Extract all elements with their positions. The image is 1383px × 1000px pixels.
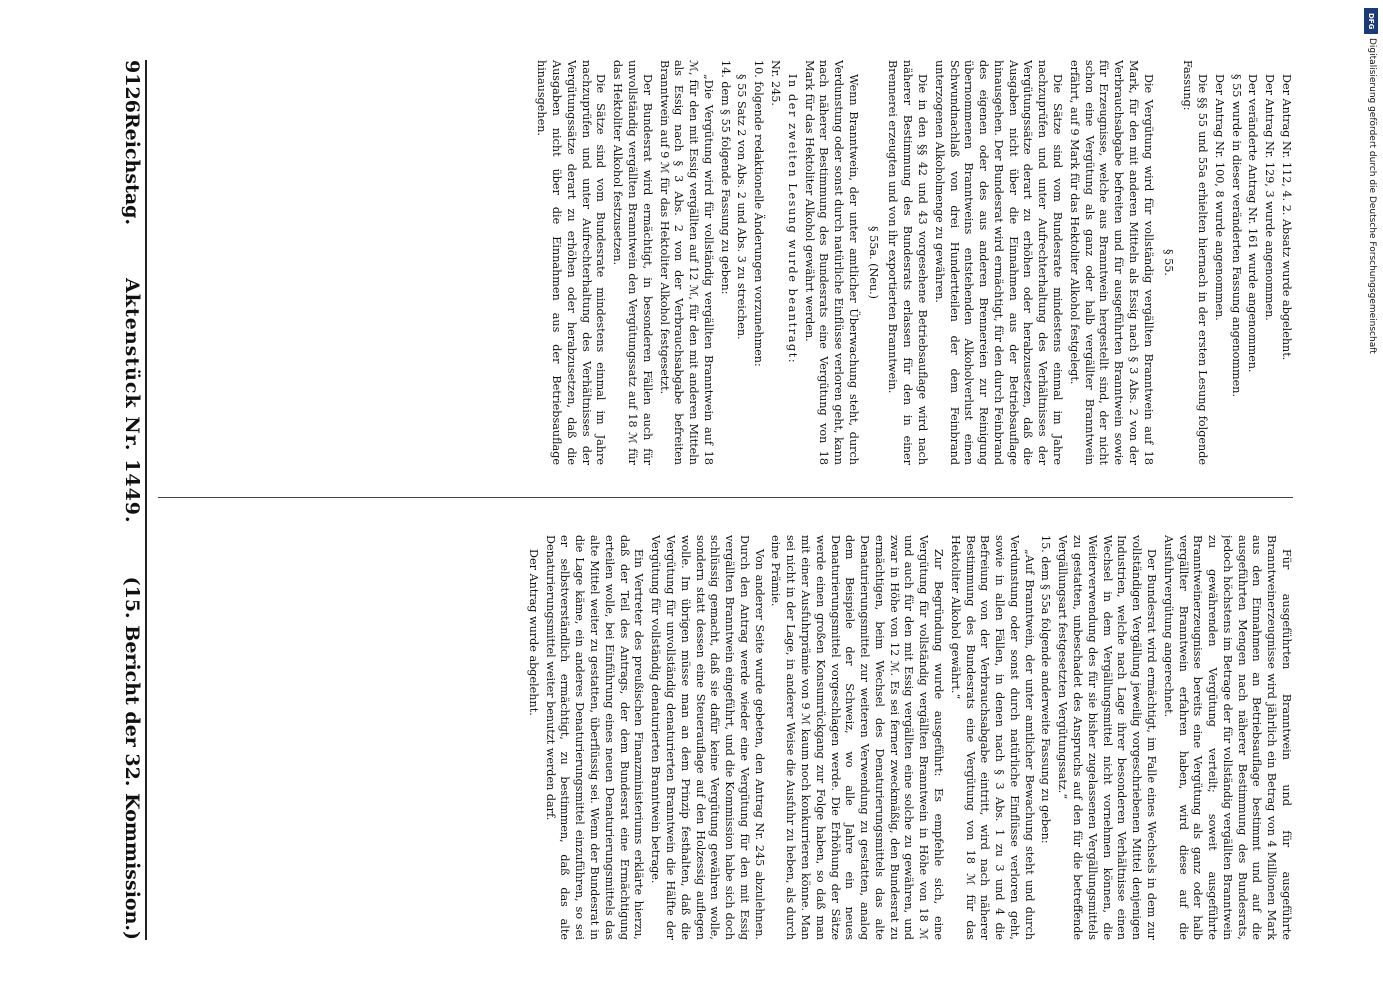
paragraph: 14. dem § 55 folgende Fassung zu geben: bbox=[718, 60, 732, 295]
paragraph: Die Sätze sind vom Bundesrate mindestens einmal im Jahre nachzuprüfen und unter Aufrechterhaltung des Verhältnisses der Vergütungssätze derart zu erhöhen oder herabzusetzen, daß die Ausgaben nicht über die Einnahmen aus der Betriebsauflage hinausgehen. bbox=[535, 60, 608, 465]
paragraph: Ein Vertreter des preußischen Finanzministeriums erklärte hierzu, daß der Teil des Antrags, der dem Bundesrat eine Ermächtigung erteilen wolle, bei Einführung eines neuen Denaturierungsmittels das alte Mittel weiter zu gestatten, überflüssig sei. Wenn der Bundesrat in die Lage käme, ein anderes Denaturierungsmittel einzuführen, so sei er selbstverständlich ermächtigt, zu bestimmen, daß das alte Denaturierungsmittel weiter benutzt werden darf. bbox=[543, 535, 646, 940]
paragraph: § 55a. (Neu.) bbox=[866, 225, 880, 300]
paragraph: § 55 wurde in dieser veränderten Fassung angenommen. bbox=[1229, 74, 1243, 398]
paragraph: In der zweiten Lesung wurde beantragt: bbox=[785, 74, 799, 365]
dfg-notice-text: Digitalisierung gefördert durch die Deutsche Forschungsgemeinschaft bbox=[1367, 38, 1377, 354]
page-number: 9126 bbox=[121, 60, 143, 113]
paragraph: Der Antrag Nr. 129, 3 wurde angenommen. bbox=[1263, 74, 1277, 321]
text-column-right bbox=[158, 60, 1293, 465]
column-divider bbox=[158, 497, 1293, 498]
header-center-title: Aktenstück Nr. 1449. bbox=[121, 278, 143, 524]
text-column-left bbox=[158, 535, 1293, 940]
header-left-title: Reichstag. bbox=[121, 112, 143, 226]
dfg-logo-icon: DFG bbox=[1364, 8, 1378, 34]
paragraph: Wenn Branntwein, der unter amtlicher Überwachung steht, durch Verdunstung oder sonst durch natürliche Einflüsse verloren geht, kann nach näherer Bestimmung des Bundesrats eine Vergütung von 18 Mark für das Hektoliter Alkohol gewährt werden. bbox=[802, 60, 860, 465]
page-header bbox=[107, 60, 143, 940]
paragraph: Der veränderte Antrag Nr. 161 wurde angenommen. bbox=[1246, 74, 1260, 373]
paragraph: Der Antrag Nr. 112, 4. 2. Absatz wurde abgelehnt. bbox=[1280, 74, 1293, 361]
paragraph: „Die Vergütung wird für vollständig vergällten Branntwein auf 18 ℳ, für den mit Essig vergällten auf 12 ℳ, für den mit anderen Mitteln als Essig nach § 3 Abs. 2 von der Verbrauchsabgabe befreiten Branntwein auf 9 ℳ für das Hektoliter Alkohol festgesetzt. bbox=[657, 60, 715, 465]
paragraph: Von anderer Seite wurde gebeten, den Antrag Nr. 245 abzulehnen. Durch den Antrag werde wieder eine Vergütung für den mit Essig vergällten Branntwein eingeführt, und die Kommission habe sich doch schlüssig gemacht, daß sie dafür keine Vergütung gewähren wolle, sondern statt dessen eine Steuerauflage auf den Holzessig auflegen wolle. Im übrigen müsse man an dem Prinzip festhalten, daß die Vergütung für unvollständig denaturierten Branntwein die Hälfte der Vergütung für vollständig denaturierten Branntwein betrage. bbox=[649, 535, 766, 940]
header-rule bbox=[145, 60, 147, 940]
paragraph: Der Antrag wurde abgelehnt. bbox=[526, 549, 540, 716]
paragraph: Der Bundesrat wird ermächtigt, im Falle eines Wechsels in dem zur vollständigen Vergällung jeweilig vorgeschriebenen Mittel denjenigen Industrien, welche nach Lage ihrer besonderen Verhältnisse einen Wechsel in dem Vergällungsmittel nicht vornehmen können, die Weiterverwendung des für sie bisher zugelassenen Vergällungsmittels zu gestatten, unbeschadet des Anspruchs auf den für die betreffende Vergällungsart festgesetzten Vergütungssatz.“ bbox=[1056, 535, 1158, 940]
header-right-title: (15. Bericht der 32. Kommission.) bbox=[121, 576, 143, 940]
paragraph: Die in den §§ 42 und 43 vorgesehene Betriebsauflage wird nach näherer Bestimmung des Bundesrats erlassen für den in einer Brennerei erzeugten und von ihr exportierten Branntwein. bbox=[886, 60, 930, 465]
paragraph: § 55. bbox=[1161, 249, 1175, 276]
paragraph: 15. dem § 55a folgende anderweite Fassung zu geben: bbox=[1039, 535, 1053, 844]
paragraph: Die Sätze sind vom Bundesrate mindestens einmal im Jahre nachzuprüfen und unter Aufrechterhaltung des Verhältnisses der Vergütungssätze derart zu erhöhen oder herabzusetzen, daß die Ausgaben nicht über die Einnahmen aus der Betriebsauflage hinausgehen. Der Bundesrat wird ermächtigt, für den durch Feinbrand des eigenen oder des aus anderen Brennereien zur Reinigung übernommenen Branntweins entstehenden Alkoholverlust einen Schwundnachlaß von drei Hundertteilen der dem Feinbrand unterzogenen Alkoholmenge zu gewähren. bbox=[932, 60, 1065, 465]
paragraph: Der Antrag Nr. 100, 8 wurde angenommen. bbox=[1212, 74, 1226, 321]
paragraph: § 55 Satz 2 von Abs. 2 und Abs. 3 zu streichen. bbox=[735, 74, 749, 340]
paragraph: Der Bundesrat wird ermächtigt, in besonderen Fällen auch für unvollständig vergällten Branntwein den Vergütungssatz auf 18 ℳ für das Hektoliter Alkohol festzusetzen. bbox=[611, 60, 654, 465]
paragraph: Die §§ 55 und 55a erhielten hiernach in der ersten Lesung folgende Fassung: bbox=[1181, 60, 1210, 465]
paragraph: Zur Begründung wurde ausgeführt: Es empfehle sich, eine Vergütung für vollständig vergällten Branntwein in Höhe von 18 ℳ und auch für den mit Essig vergällten eine solche zu gewähren, und zwar in Höhe von 12 ℳ. Es sei ferner zweckmäßig, den Bundesrat zu ermächtigen, beim Wechsel des Denaturierungsmittels das alte Denaturierungsmittel zur weiteren Verwendung zu gestatten, analog dem Beispiele der Schweiz, wo alle Jahre ein neues Denaturierungsmittel vorgeschlagen werde. Die Erhöhung der Sätze werde einen großen Konsumrückgang zur Folge haben, so daß man mit einer Ausfuhrprämie von 9 ℳ kaum noch konkurrieren könne. Man sei nicht in der Lage, in anderer Weise die Ausfuhr zu heben, als durch eine Prämie. bbox=[769, 535, 946, 940]
paragraph: Für ausgeführten Branntwein und für ausgeführte Branntweinerzeugnisse wird jährlich ein Betrag von 4 Millionen Mark aus den Einnahmen an Betriebsauflage bestimmt und auf die ausgeführten Mengen nach näherer Bestimmung des Bundesrats, jedoch höchstens im Betrage der für vollständig vergällten Branntwein zu gewährenden Vergütung verteilt; soweit ausgeführte Branntweinerzeugnisse bereits eine Vergütung als ganz oder halb vergällter Branntwein erfahren haben, wird diese auf die Ausfuhrvergütung angerechnet. bbox=[1161, 535, 1293, 940]
paragraph: Die Vergütung wird für vollständig vergällten Branntwein auf 18 Mark, für den mit anderen Mitteln als Essig nach § 3 Abs. 2 von der Verbrauchsabgabe befreiten und für ausgeführten Branntwein sowie für Erzeugnisse, welche aus Branntwein hergestellt sind, der nicht schon eine Vergütung als ganz oder halb vergällter Branntwein erfährt, auf 9 Mark für das Hektoliter Alkohol festgelegt. bbox=[1067, 60, 1155, 465]
digitization-notice bbox=[1362, 8, 1380, 588]
paragraph: Nr. 245. bbox=[769, 60, 782, 106]
paragraph: 10. folgende redaktionelle Änderungen vorzunehmen: bbox=[752, 60, 766, 367]
paragraph: „Auf Branntwein, der unter amtlicher Bewachung steht und durch Verdunstung oder sonst durch natürliche Einflüsse verloren geht, sowie in allen Fällen, in denen nach § 3 Abs. 1 zu 3 und 4 die Befreiung von der Verbrauchsabgabe eintritt, wird nach näherer Bestimmung des Bundesrats eine Vergütung von 18 ℳ für das Hektoliter Alkohol gewährt.“ bbox=[948, 535, 1036, 940]
